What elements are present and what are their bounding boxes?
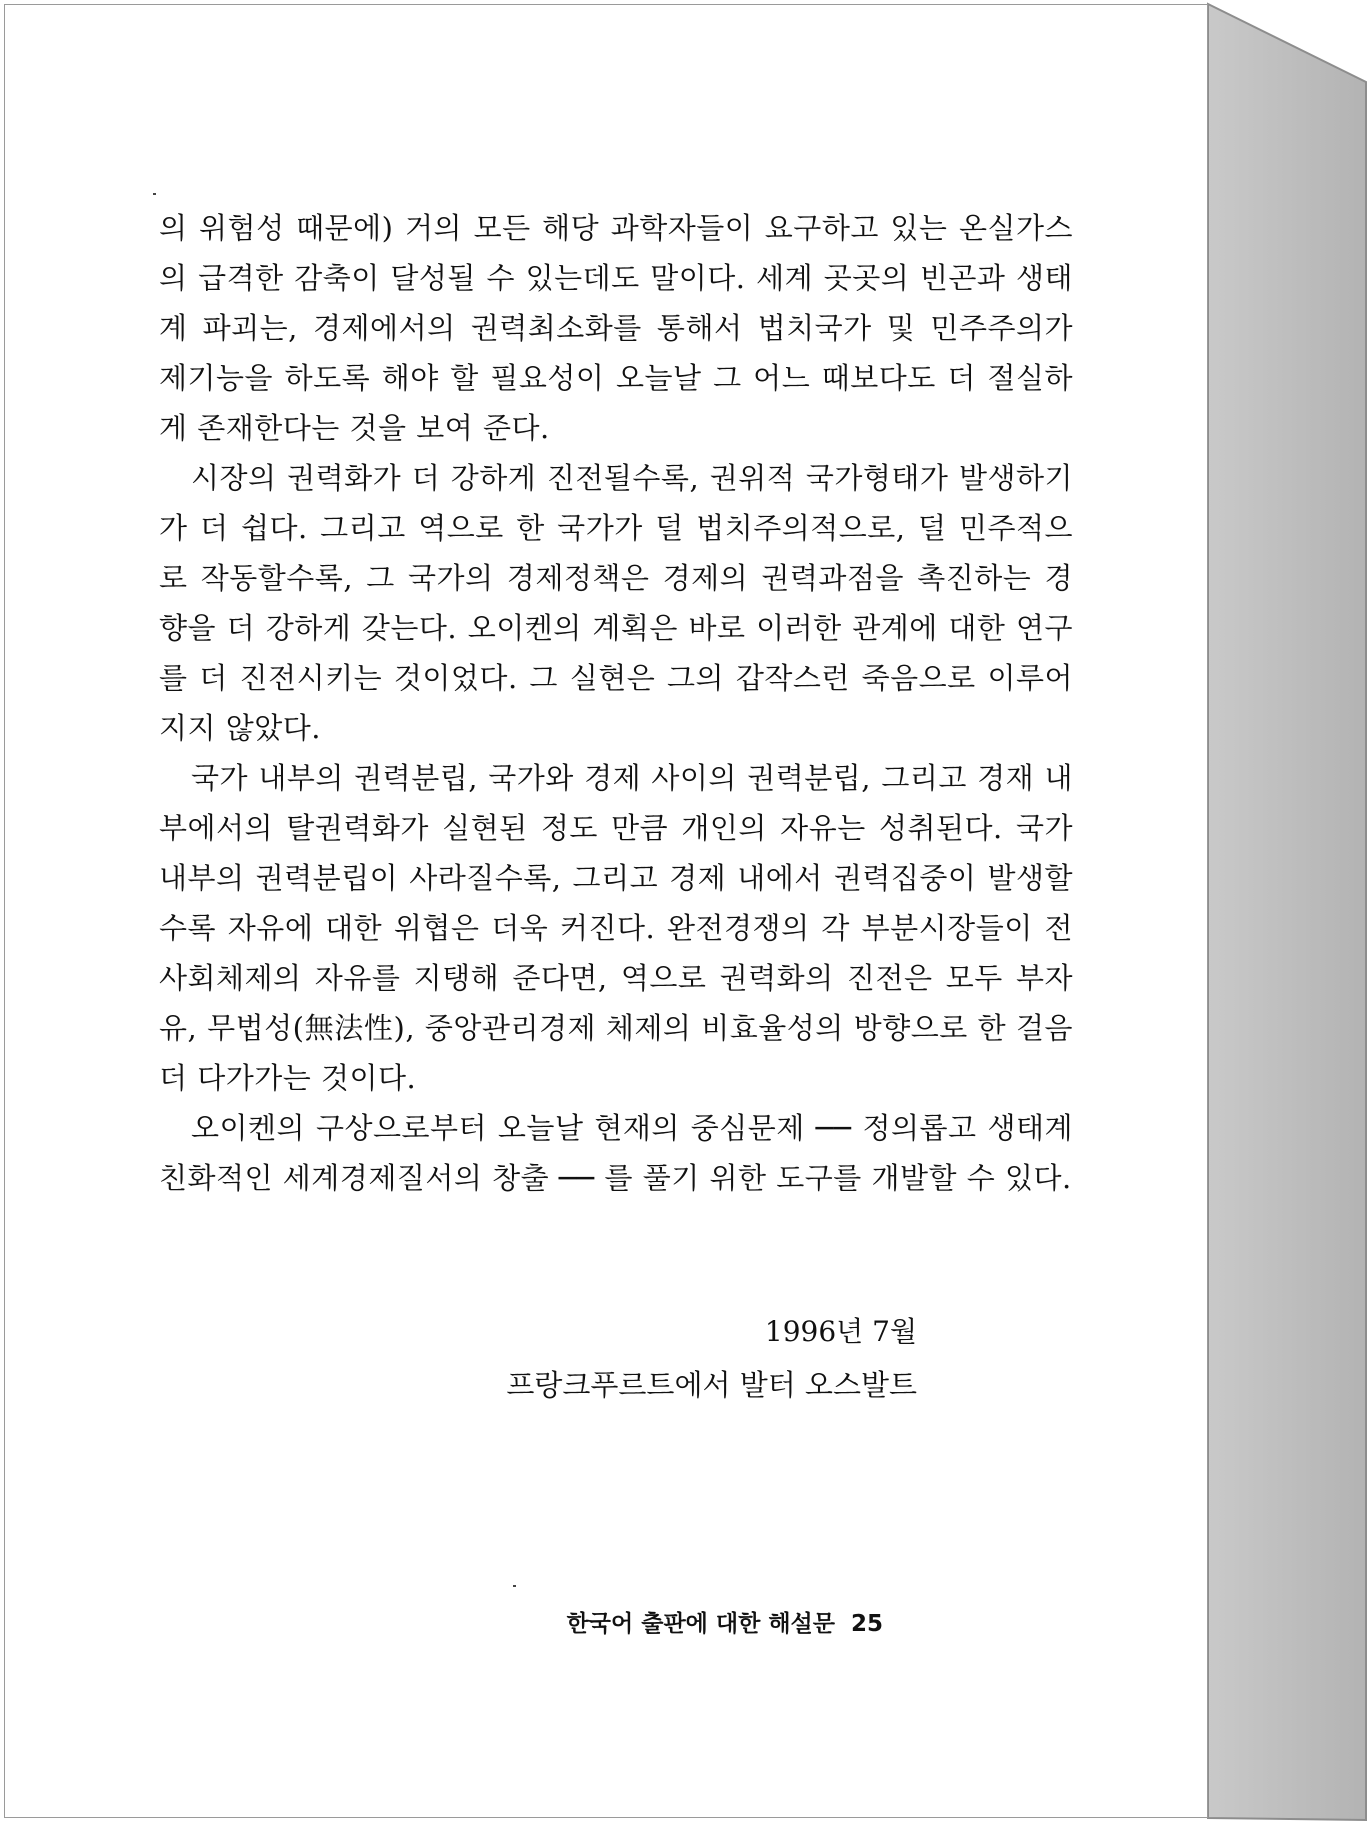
paragraph-3: 국가 내부의 권력분립, 국가와 경제 사이의 권력분립, 그리고 경재 내부에서의 탈권력화가 실현된 정도 만큼 개인의 자유는 성취된다. 국가 내부의 권력분립이 사라질수록, 그리고 경제 내에서 권력집중이 발생할수록 자유에 대한 위협은 더욱 커진다. 완전경쟁의 각 부분시장들이 전 사회체제의 자유를 지탱해 준다면, 역으로 권력화의 진전은 모두 부자유, 무법성(無法性), 중앙관리경제 체제의 비효율성의 방향으로 한 걸음 더 다가가는 것이다.: [159, 761, 1073, 1095]
paragraph-2: 시장의 권력화가 더 강하게 진전될수록, 권위적 국가형태가 발생하기가 더 쉽다. 그리고 역으로 한 국가가 덜 법치주의적으로, 덜 민주적으로 작동할수록, 그 국가의 경제정책은 경제의 권력과점을 촉진하는 경향을 더 강하게 갖는다. 오이켄의 계획은 바로 이러한 관계에 대한 연구를 더 진전시키는 것이었다. 그 실현은 그의 갑작스런 죽음으로 이루어지지 않았다.: [159, 461, 1073, 745]
scan-speck: [513, 1585, 516, 1587]
running-footer-title: 한국어 출판에 대한 해설문: [566, 1611, 835, 1637]
book-page: [4, 4, 1208, 1818]
paragraph-1: 의 위험성 때문에) 거의 모든 해당 과학자들이 요구하고 있는 온실가스의 급격한 감축이 달성될 수 있는데도 말이다. 세계 곳곳의 빈곤과 생태계 파괴는, 경제에서의 권력최소화를 통해서 법치국가 및 민주주의가 제기능을 하도록 해야 할 필요성이 오늘날 그 어느 때보다도 더 절실하게 존재한다는 것을 보여 준다.: [159, 211, 1073, 445]
body-text: [159, 203, 1073, 1203]
signature-date: 1996년 7월: [764, 1315, 917, 1348]
page-footer: [567, 1605, 883, 1638]
paragraph-4: 오이켄의 구상으로부터 오늘날 현재의 중심문제 ── 정의롭고 생태계친화적인 세계경제질서의 창출 ── 를 풀기 위한 도구를 개발할 수 있다.: [159, 1111, 1073, 1195]
signature-place-author: 프랑크푸르트에서 발터 오스발트: [506, 1368, 917, 1402]
page-number: 25: [850, 1611, 883, 1637]
scan-speck: [153, 193, 156, 195]
